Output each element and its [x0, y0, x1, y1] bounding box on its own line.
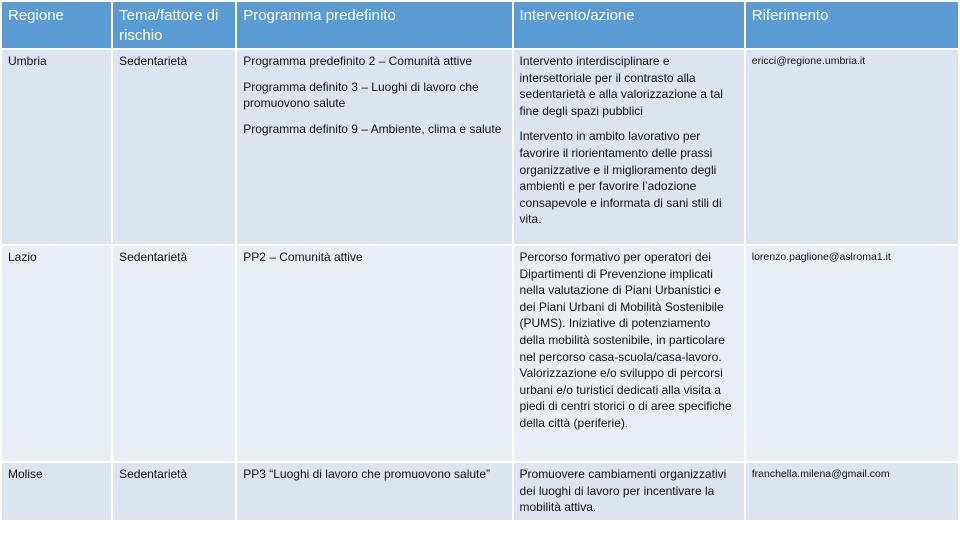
cell-intervento: Promuovere cambiamenti organizzativi dei luoghi di lavoro per incentivare la mobilità attiva. [514, 463, 744, 520]
cell-tema: Sedentarietà [113, 50, 235, 244]
intervento-item: Intervento in ambito lavorativo per favorire il riorientamento delle prassi organizzative e il miglioramento degli ambienti e per favorire l’adozione consapevole e informata di sani stili di vita. [519, 129, 722, 227]
cell-riferimento[interactable]: lorenzo.paglione@aslroma1.it [746, 246, 958, 461]
table-row [2, 50, 958, 244]
header-programma: Programma predefinito [237, 2, 511, 48]
cell-programma: PP2 – Comunità attive [237, 246, 511, 461]
table-header-row [2, 2, 958, 48]
programma-item: Programma definito 3 – Luoghi di lavoro che promuovono salute [243, 79, 479, 111]
header-intervento: Intervento/azione [514, 2, 744, 48]
header-riferimento: Riferimento [746, 2, 958, 48]
table-row [2, 246, 958, 461]
cell-regione: Lazio [2, 246, 111, 461]
intervento-item: Intervento interdisciplinare e intersettoriale per il contrasto alla sedentarietà e alla valorizzazione a tal fine degli spazi pubblici [519, 54, 723, 118]
cell-tema: Sedentarietà [113, 463, 235, 520]
cell-riferimento[interactable]: franchella.milena@gmail.com [746, 463, 958, 520]
header-regione: Regione [2, 2, 111, 48]
cell-riferimento[interactable]: ericci@regione.umbria.it [746, 50, 958, 244]
table-row [2, 463, 958, 520]
cell-regione: Umbria [2, 50, 111, 244]
cell-intervento: Percorso formativo per operatori dei Dipartimenti di Prevenzione implicati nella valutazione di Piani Urbanistici e dei Piani Urbani di Mobilità Sostenibile (PUMS). Iniziative di potenziamento della mobilità sostenibile, in particolare nel percorso casa-scuola/casa-lavoro. Valorizzazione e/o sviluppo di percorsi urbani e/o turistici dedicati alla visita a piedi di centri storici o di aree specifiche della città (periferie). [514, 246, 744, 461]
cell-regione: Molise [2, 463, 111, 520]
cell-programma: PP3 “Luoghi di lavoro che promuovono salute” [237, 463, 511, 520]
programma-item: Programma definito 9 – Ambiente, clima e salute [243, 121, 502, 136]
cell-programma [237, 50, 511, 244]
header-tema: Tema/fattore di rischio [113, 2, 235, 48]
programma-item: Programma predefinito 2 – Comunità attive [243, 54, 473, 68]
cell-intervento [514, 50, 744, 244]
cell-tema: Sedentarietà [113, 246, 235, 461]
